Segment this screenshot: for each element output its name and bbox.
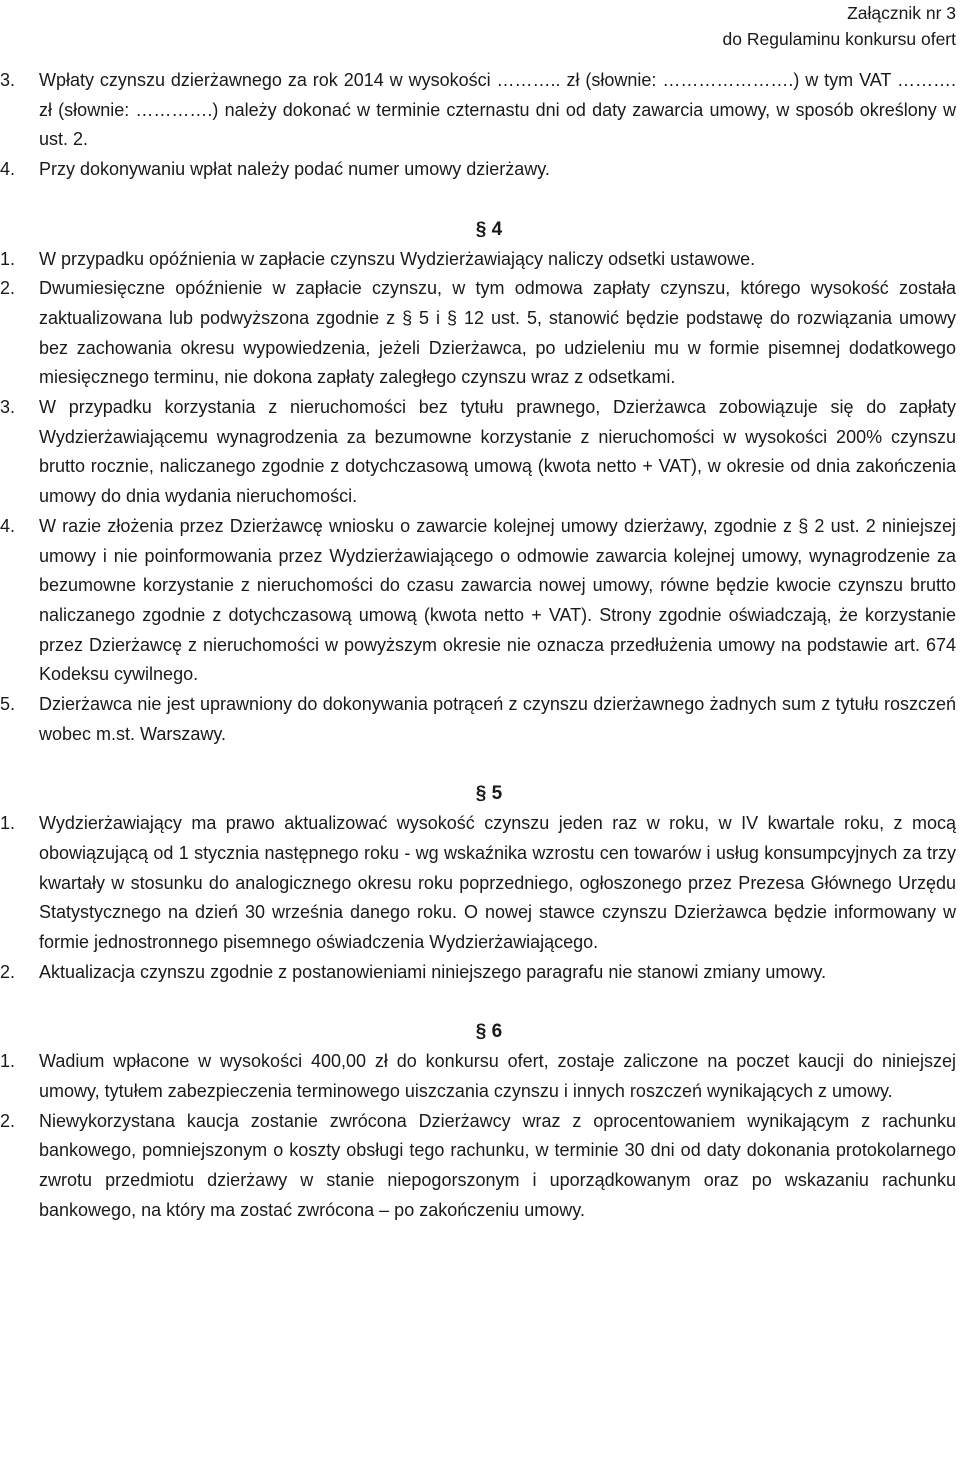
item-text: W razie złożenia przez Dzierżawcę wniosku o zawarcie kolejnej umowy dzierżawy, zgodnie z § 2 ust. 2 niniejszej umowy i nie poinformowania przez Wydzierżawiającego o odmowie zawarcia kolejnej umowy, wynagrodzenie za bezumowne korzystanie z nieruchomości do czasu zawarcia nowej umowy, równe będzie kwocie czynszu brutto naliczanego zgodnie z dotychczasową umową (kwota netto + VAT). Strony zgodnie oświadczają, że korzystanie przez Dzierżawcę z nieruchomości w powyższym okresie nie oznacza przedłużenia umowy na podstawie art. 674 Kodeksu cywilnego. <box>39 515 956 685</box>
spacer <box>0 987 956 1017</box>
attachment-header <box>723 0 956 52</box>
item-number: 1. <box>0 813 16 834</box>
list-item <box>0 245 956 275</box>
section-heading: § 4 <box>475 218 503 240</box>
list-item <box>0 66 956 155</box>
item-text: W przypadku opóźnienia w zapłacie czynszu Wydzierżawiający naliczy odsetki ustawowe. <box>39 248 756 269</box>
list-item <box>0 274 956 393</box>
list-item <box>0 512 956 690</box>
spacer <box>0 749 956 779</box>
item-text: Przy dokonywaniu wpłat należy podać numer umowy dzierżawy. <box>39 159 550 180</box>
attachment-subtitle: do Regulaminu konkursu ofert <box>722 29 956 49</box>
item-number: 2. <box>0 1110 16 1131</box>
list-item <box>0 809 956 958</box>
item-number: 2. <box>0 961 16 982</box>
item-text: Wydzierżawiający ma prawo aktualizować wysokość czynszu jeden raz w roku, w IV kwartale roku, z mocą obowiązującą od 1 stycznia następnego roku - wg wskaźnika wzrostu cen towarów i usług konsumpcyjnych za trzy kwartały w stosunku do analogicznego okresu roku poprzedniego, ogłoszonego przez Prezesa Głównego Urzędu Statystycznego na dzień 30 września danego roku. O nowej stawce czynszu Dzierżawca będzie informowany w formie jednostronnego pisemnego oświadczenia Wydzierżawiającego. <box>39 813 956 952</box>
section-heading: § 6 <box>475 1021 503 1043</box>
item-number: 3. <box>0 70 16 90</box>
item-number: 4. <box>0 515 16 536</box>
list-item <box>0 690 956 749</box>
attachment-number: Załącznik nr 3 <box>847 3 956 23</box>
item-text: Dwumiesięczne opóźnienie w zapłacie czynszu, w tym odmowa zapłaty czynszu, którego wysokość została zaktualizowana lub podwyższona zgodnie z § 5 i § 12 ust. 5, stanowić będzie podstawę do rozwiązania umowy bez zachowania okresu wypowiedzenia, jeżeli Dzierżawca, po udzieleniu mu w formie pisemnej dodatkowego miesięcznego terminu, nie dokona zapłaty zaległego czynszu wraz z odsetkami. <box>39 278 956 388</box>
item-number: 3. <box>0 397 16 418</box>
item-text: Dzierżawca nie jest uprawniony do dokonywania potrąceń z czynszu dzierżawnego żadnych sum z tytułu roszczeń wobec m.st. Warszawy. <box>39 694 956 744</box>
item-text: Aktualizacja czynszu zgodnie z postanowieniami niniejszego paragrafu nie stanowi zmiany umowy. <box>39 961 827 982</box>
document-body <box>0 66 956 1225</box>
list-item <box>0 1107 956 1226</box>
item-number: 1. <box>0 248 16 269</box>
list-item <box>0 155 956 185</box>
item-number: 1. <box>0 1051 16 1072</box>
list-item <box>0 958 956 988</box>
spacer <box>0 185 956 215</box>
item-number: 2. <box>0 278 16 299</box>
list-item <box>0 1047 956 1106</box>
list-item <box>0 393 956 512</box>
item-text: Wpłaty czynszu dzierżawnego za rok 2014 w wysokości ……….. zł (słownie: ………………….) w tym VAT ………. zł (słownie: ………….) należy dokonać w terminie czternastu dni od daty zawarcia umowy, w sposób określony w ust. 2. <box>39 70 956 150</box>
item-number: 4. <box>0 159 16 180</box>
section-heading: § 5 <box>475 783 503 805</box>
item-text: Niewykorzystana kaucja zostanie zwrócona Dzierżawcy wraz z oprocentowaniem wynikającym z rachunku bankowego, pomniejszonym o koszty obsługi tego rachunku, w terminie 30 dni od daty dokonania protokolarnego zwrotu przedmiotu dzierżawy w stanie niepogorszonym i uporządkowanym oraz po wskazaniu rachunku bankowego, na który ma zostać zwrócona – po zakończeniu umowy. <box>39 1110 956 1220</box>
item-number: 5. <box>0 694 16 715</box>
item-text: W przypadku korzystania z nieruchomości bez tytułu prawnego, Dzierżawca zobowiązuje się do zapłaty Wydzierżawiającemu wynagrodzenia za bezumowne korzystanie z nieruchomości w wysokości 200% czynszu brutto rocznie, naliczanego zgodnie z dotychczasową umową (kwota netto + VAT), w okresie od dnia zakończenia umowy do dnia wydania nieruchomości. <box>39 397 956 507</box>
item-text: Wadium wpłacone w wysokości 400,00 zł do konkursu ofert, zostaje zaliczone na poczet kaucji do niniejszej umowy, tytułem zabezpieczenia terminowego uiszczania czynszu i innych roszczeń wynikających z umowy. <box>39 1051 956 1101</box>
